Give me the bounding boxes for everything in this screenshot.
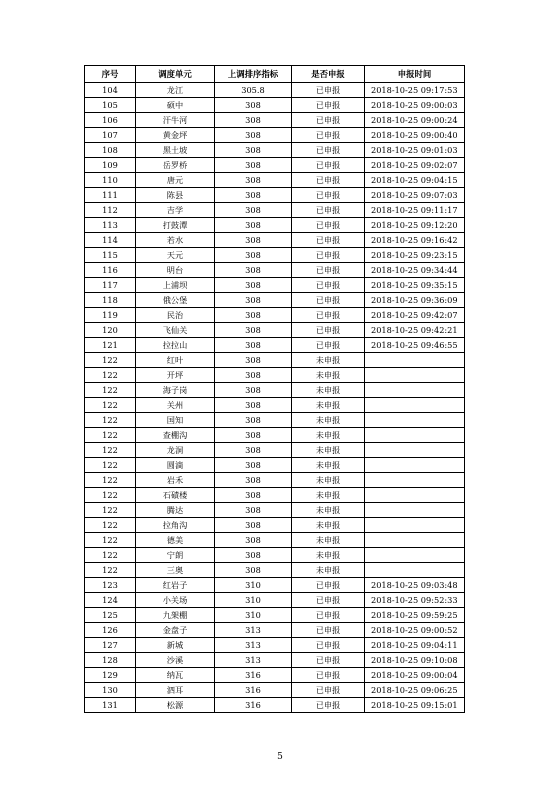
table-row bbox=[85, 518, 465, 533]
cell-declared: 已申报 bbox=[292, 338, 365, 353]
cell-declared: 未申报 bbox=[292, 398, 365, 413]
cell-declare-time bbox=[365, 458, 465, 473]
cell-ranking-index: 308 bbox=[215, 233, 292, 248]
cell-ranking-index: 308 bbox=[215, 533, 292, 548]
cell-serial: 122 bbox=[85, 398, 136, 413]
cell-dispatch-unit: 岩禾 bbox=[136, 473, 215, 488]
cell-declare-time: 2018-10-25 09:11:17 bbox=[365, 203, 465, 218]
cell-serial: 113 bbox=[85, 218, 136, 233]
header-declared: 是否申报 bbox=[292, 66, 365, 83]
cell-ranking-index: 310 bbox=[215, 593, 292, 608]
cell-dispatch-unit: 石磧楼 bbox=[136, 488, 215, 503]
cell-declared: 未申报 bbox=[292, 533, 365, 548]
table-row bbox=[85, 668, 465, 683]
cell-dispatch-unit: 龙江 bbox=[136, 83, 215, 98]
table-row bbox=[85, 323, 465, 338]
cell-declared: 已申报 bbox=[292, 248, 365, 263]
table-row bbox=[85, 308, 465, 323]
cell-declared: 未申报 bbox=[292, 563, 365, 578]
table-row bbox=[85, 683, 465, 698]
cell-declare-time: 2018-10-25 09:04:15 bbox=[365, 173, 465, 188]
cell-declared: 未申报 bbox=[292, 428, 365, 443]
cell-serial: 119 bbox=[85, 308, 136, 323]
cell-declare-time: 2018-10-25 09:00:24 bbox=[365, 113, 465, 128]
cell-dispatch-unit: 汗牛河 bbox=[136, 113, 215, 128]
cell-declare-time: 2018-10-25 09:04:11 bbox=[365, 638, 465, 653]
table-row bbox=[85, 578, 465, 593]
cell-declare-time bbox=[365, 443, 465, 458]
table-row bbox=[85, 443, 465, 458]
cell-ranking-index: 308 bbox=[215, 128, 292, 143]
table-row bbox=[85, 113, 465, 128]
cell-ranking-index: 308 bbox=[215, 473, 292, 488]
cell-ranking-index: 308 bbox=[215, 98, 292, 113]
cell-dispatch-unit: 圆滴 bbox=[136, 458, 215, 473]
table-row bbox=[85, 203, 465, 218]
cell-declared: 未申报 bbox=[292, 383, 365, 398]
cell-dispatch-unit: 俄公堡 bbox=[136, 293, 215, 308]
cell-declared: 已申报 bbox=[292, 683, 365, 698]
cell-declared: 已申报 bbox=[292, 203, 365, 218]
cell-declared: 已申报 bbox=[292, 593, 365, 608]
table-row bbox=[85, 488, 465, 503]
cell-ranking-index: 305.8 bbox=[215, 83, 292, 98]
header-ranking-index: 上调排序指标 bbox=[215, 66, 292, 83]
cell-declare-time: 2018-10-25 09:42:07 bbox=[365, 308, 465, 323]
cell-declared: 已申报 bbox=[292, 578, 365, 593]
cell-declared: 已申报 bbox=[292, 308, 365, 323]
cell-ranking-index: 308 bbox=[215, 428, 292, 443]
table-row bbox=[85, 368, 465, 383]
table-row bbox=[85, 248, 465, 263]
cell-declare-time bbox=[365, 398, 465, 413]
cell-declare-time: 2018-10-25 09:42:21 bbox=[365, 323, 465, 338]
cell-declared: 未申报 bbox=[292, 443, 365, 458]
cell-serial: 117 bbox=[85, 278, 136, 293]
cell-serial: 121 bbox=[85, 338, 136, 353]
table-row bbox=[85, 563, 465, 578]
cell-dispatch-unit: 若水 bbox=[136, 233, 215, 248]
table-row bbox=[85, 458, 465, 473]
cell-serial: 122 bbox=[85, 458, 136, 473]
cell-dispatch-unit: 黑土坡 bbox=[136, 143, 215, 158]
cell-declare-time bbox=[365, 353, 465, 368]
cell-declare-time bbox=[365, 548, 465, 563]
cell-declared: 已申报 bbox=[292, 173, 365, 188]
cell-serial: 107 bbox=[85, 128, 136, 143]
cell-ranking-index: 316 bbox=[215, 698, 292, 713]
table-row bbox=[85, 188, 465, 203]
cell-dispatch-unit: 唐元 bbox=[136, 173, 215, 188]
cell-declare-time: 2018-10-25 09:23:15 bbox=[365, 248, 465, 263]
cell-serial: 123 bbox=[85, 578, 136, 593]
cell-serial: 122 bbox=[85, 413, 136, 428]
table-row bbox=[85, 293, 465, 308]
cell-declare-time: 2018-10-25 09:59:25 bbox=[365, 608, 465, 623]
cell-declared: 已申报 bbox=[292, 158, 365, 173]
cell-declare-time bbox=[365, 503, 465, 518]
page-number: 5 bbox=[277, 752, 283, 762]
table-row bbox=[85, 503, 465, 518]
table-row bbox=[85, 158, 465, 173]
cell-declare-time: 2018-10-25 09:35:15 bbox=[365, 278, 465, 293]
cell-serial: 122 bbox=[85, 383, 136, 398]
cell-ranking-index: 308 bbox=[215, 248, 292, 263]
cell-dispatch-unit: 松源 bbox=[136, 698, 215, 713]
schedule-table bbox=[84, 65, 465, 713]
cell-dispatch-unit: 纳瓦 bbox=[136, 668, 215, 683]
cell-serial: 122 bbox=[85, 488, 136, 503]
table-row bbox=[85, 263, 465, 278]
cell-serial: 122 bbox=[85, 563, 136, 578]
cell-ranking-index: 308 bbox=[215, 173, 292, 188]
cell-ranking-index: 310 bbox=[215, 578, 292, 593]
cell-dispatch-unit: 九架棚 bbox=[136, 608, 215, 623]
cell-declare-time bbox=[365, 383, 465, 398]
cell-declare-time: 2018-10-25 09:36:09 bbox=[365, 293, 465, 308]
table-row bbox=[85, 278, 465, 293]
cell-declare-time: 2018-10-25 09:03:48 bbox=[365, 578, 465, 593]
cell-declare-time bbox=[365, 563, 465, 578]
cell-declared: 未申报 bbox=[292, 368, 365, 383]
cell-declare-time: 2018-10-25 09:16:42 bbox=[365, 233, 465, 248]
table-header-row bbox=[85, 66, 465, 83]
cell-ranking-index: 308 bbox=[215, 563, 292, 578]
cell-declared: 已申报 bbox=[292, 98, 365, 113]
table-row bbox=[85, 638, 465, 653]
cell-dispatch-unit: 国知 bbox=[136, 413, 215, 428]
cell-serial: 130 bbox=[85, 683, 136, 698]
cell-declare-time: 2018-10-25 09:00:04 bbox=[365, 668, 465, 683]
cell-declared: 已申报 bbox=[292, 653, 365, 668]
table-row bbox=[85, 98, 465, 113]
cell-declared: 未申报 bbox=[292, 458, 365, 473]
cell-declare-time bbox=[365, 368, 465, 383]
cell-declared: 未申报 bbox=[292, 413, 365, 428]
cell-declared: 已申报 bbox=[292, 608, 365, 623]
cell-declared: 未申报 bbox=[292, 518, 365, 533]
cell-serial: 108 bbox=[85, 143, 136, 158]
cell-ranking-index: 308 bbox=[215, 263, 292, 278]
cell-ranking-index: 308 bbox=[215, 308, 292, 323]
cell-serial: 114 bbox=[85, 233, 136, 248]
header-serial: 序号 bbox=[85, 66, 136, 83]
cell-ranking-index: 313 bbox=[215, 623, 292, 638]
cell-ranking-index: 308 bbox=[215, 503, 292, 518]
cell-ranking-index: 313 bbox=[215, 653, 292, 668]
schedule-table-container bbox=[84, 65, 464, 713]
cell-ranking-index: 308 bbox=[215, 458, 292, 473]
cell-ranking-index: 308 bbox=[215, 548, 292, 563]
cell-ranking-index: 308 bbox=[215, 158, 292, 173]
cell-ranking-index: 308 bbox=[215, 488, 292, 503]
cell-declared: 已申报 bbox=[292, 698, 365, 713]
cell-declare-time: 2018-10-25 09:34:44 bbox=[365, 263, 465, 278]
cell-ranking-index: 313 bbox=[215, 638, 292, 653]
cell-declared: 未申报 bbox=[292, 548, 365, 563]
cell-declare-time: 2018-10-25 09:12:20 bbox=[365, 218, 465, 233]
cell-declare-time bbox=[365, 488, 465, 503]
cell-declare-time: 2018-10-25 09:46:55 bbox=[365, 338, 465, 353]
cell-ranking-index: 308 bbox=[215, 293, 292, 308]
table-row bbox=[85, 338, 465, 353]
cell-declared: 已申报 bbox=[292, 293, 365, 308]
cell-serial: 122 bbox=[85, 533, 136, 548]
cell-ranking-index: 308 bbox=[215, 443, 292, 458]
cell-declare-time: 2018-10-25 09:07:03 bbox=[365, 188, 465, 203]
cell-ranking-index: 308 bbox=[215, 353, 292, 368]
cell-dispatch-unit: 三奥 bbox=[136, 563, 215, 578]
cell-declared: 未申报 bbox=[292, 473, 365, 488]
table-row bbox=[85, 218, 465, 233]
table-row bbox=[85, 428, 465, 443]
cell-ranking-index: 308 bbox=[215, 143, 292, 158]
cell-ranking-index: 308 bbox=[215, 323, 292, 338]
cell-dispatch-unit: 岳罗桥 bbox=[136, 158, 215, 173]
cell-serial: 122 bbox=[85, 548, 136, 563]
cell-serial: 112 bbox=[85, 203, 136, 218]
cell-declared: 已申报 bbox=[292, 218, 365, 233]
cell-dispatch-unit: 沙溪 bbox=[136, 653, 215, 668]
cell-declare-time bbox=[365, 413, 465, 428]
cell-serial: 129 bbox=[85, 668, 136, 683]
table-body bbox=[85, 83, 465, 713]
cell-declare-time bbox=[365, 518, 465, 533]
cell-ranking-index: 308 bbox=[215, 383, 292, 398]
cell-declared: 已申报 bbox=[292, 668, 365, 683]
header-declare-time: 申报时间 bbox=[365, 66, 465, 83]
cell-serial: 126 bbox=[85, 623, 136, 638]
table-row bbox=[85, 698, 465, 713]
cell-dispatch-unit: 新城 bbox=[136, 638, 215, 653]
cell-serial: 104 bbox=[85, 83, 136, 98]
cell-serial: 122 bbox=[85, 443, 136, 458]
cell-ranking-index: 308 bbox=[215, 368, 292, 383]
table-row bbox=[85, 548, 465, 563]
cell-declared: 已申报 bbox=[292, 323, 365, 338]
table-row bbox=[85, 383, 465, 398]
cell-dispatch-unit: 海子岗 bbox=[136, 383, 215, 398]
cell-dispatch-unit: 黄金坪 bbox=[136, 128, 215, 143]
cell-serial: 127 bbox=[85, 638, 136, 653]
cell-dispatch-unit: 拉拉山 bbox=[136, 338, 215, 353]
table-row bbox=[85, 398, 465, 413]
cell-ranking-index: 316 bbox=[215, 668, 292, 683]
cell-dispatch-unit: 红岩子 bbox=[136, 578, 215, 593]
cell-ranking-index: 308 bbox=[215, 113, 292, 128]
cell-declared: 已申报 bbox=[292, 638, 365, 653]
table-row bbox=[85, 653, 465, 668]
cell-serial: 120 bbox=[85, 323, 136, 338]
table-row bbox=[85, 413, 465, 428]
cell-dispatch-unit: 金盘子 bbox=[136, 623, 215, 638]
cell-dispatch-unit: 明台 bbox=[136, 263, 215, 278]
cell-ranking-index: 310 bbox=[215, 608, 292, 623]
table-row bbox=[85, 83, 465, 98]
cell-serial: 111 bbox=[85, 188, 136, 203]
cell-declared: 已申报 bbox=[292, 278, 365, 293]
cell-declare-time: 2018-10-25 09:01:03 bbox=[365, 143, 465, 158]
cell-declared: 已申报 bbox=[292, 143, 365, 158]
cell-dispatch-unit: 腾达 bbox=[136, 503, 215, 518]
cell-declared: 已申报 bbox=[292, 113, 365, 128]
cell-ranking-index: 308 bbox=[215, 218, 292, 233]
cell-serial: 122 bbox=[85, 503, 136, 518]
table-row bbox=[85, 608, 465, 623]
cell-dispatch-unit: 硕中 bbox=[136, 98, 215, 113]
cell-serial: 125 bbox=[85, 608, 136, 623]
table-row bbox=[85, 593, 465, 608]
cell-dispatch-unit: 陈县 bbox=[136, 188, 215, 203]
cell-dispatch-unit: 小关场 bbox=[136, 593, 215, 608]
cell-ranking-index: 308 bbox=[215, 398, 292, 413]
cell-declare-time bbox=[365, 428, 465, 443]
cell-ranking-index: 308 bbox=[215, 278, 292, 293]
cell-ranking-index: 316 bbox=[215, 683, 292, 698]
cell-dispatch-unit: 上浦坝 bbox=[136, 278, 215, 293]
cell-ranking-index: 308 bbox=[215, 188, 292, 203]
cell-dispatch-unit: 民治 bbox=[136, 308, 215, 323]
cell-ranking-index: 308 bbox=[215, 203, 292, 218]
cell-declared: 已申报 bbox=[292, 263, 365, 278]
cell-serial: 115 bbox=[85, 248, 136, 263]
cell-dispatch-unit: 关州 bbox=[136, 398, 215, 413]
cell-serial: 122 bbox=[85, 368, 136, 383]
cell-declare-time: 2018-10-25 09:10:08 bbox=[365, 653, 465, 668]
cell-declare-time bbox=[365, 473, 465, 488]
cell-declared: 未申报 bbox=[292, 353, 365, 368]
cell-serial: 128 bbox=[85, 653, 136, 668]
cell-serial: 116 bbox=[85, 263, 136, 278]
cell-declare-time: 2018-10-25 09:02:07 bbox=[365, 158, 465, 173]
cell-dispatch-unit: 德美 bbox=[136, 533, 215, 548]
cell-dispatch-unit: 查棚沟 bbox=[136, 428, 215, 443]
cell-declared: 未申报 bbox=[292, 503, 365, 518]
cell-serial: 122 bbox=[85, 353, 136, 368]
cell-dispatch-unit: 龙洞 bbox=[136, 443, 215, 458]
cell-declare-time: 2018-10-25 09:06:25 bbox=[365, 683, 465, 698]
cell-serial: 109 bbox=[85, 158, 136, 173]
table-row bbox=[85, 533, 465, 548]
table-row bbox=[85, 623, 465, 638]
cell-declared: 已申报 bbox=[292, 233, 365, 248]
cell-dispatch-unit: 宁朗 bbox=[136, 548, 215, 563]
table-row bbox=[85, 143, 465, 158]
cell-serial: 122 bbox=[85, 473, 136, 488]
table-row bbox=[85, 473, 465, 488]
cell-declare-time: 2018-10-25 09:00:52 bbox=[365, 623, 465, 638]
cell-declared: 已申报 bbox=[292, 623, 365, 638]
cell-declare-time: 2018-10-25 09:52:33 bbox=[365, 593, 465, 608]
cell-declared: 已申报 bbox=[292, 188, 365, 203]
cell-serial: 110 bbox=[85, 173, 136, 188]
cell-serial: 131 bbox=[85, 698, 136, 713]
cell-declare-time bbox=[365, 533, 465, 548]
cell-declare-time: 2018-10-25 09:00:03 bbox=[365, 98, 465, 113]
table-row bbox=[85, 353, 465, 368]
cell-dispatch-unit: 红叶 bbox=[136, 353, 215, 368]
cell-declared: 已申报 bbox=[292, 83, 365, 98]
cell-dispatch-unit: 打鼓潭 bbox=[136, 218, 215, 233]
cell-ranking-index: 308 bbox=[215, 413, 292, 428]
cell-serial: 122 bbox=[85, 428, 136, 443]
header-dispatch-unit: 调度单元 bbox=[136, 66, 215, 83]
cell-declare-time: 2018-10-25 09:15:01 bbox=[365, 698, 465, 713]
cell-serial: 106 bbox=[85, 113, 136, 128]
cell-dispatch-unit: 拉角沟 bbox=[136, 518, 215, 533]
table-row bbox=[85, 173, 465, 188]
cell-serial: 105 bbox=[85, 98, 136, 113]
cell-serial: 118 bbox=[85, 293, 136, 308]
cell-dispatch-unit: 天元 bbox=[136, 248, 215, 263]
table-row bbox=[85, 233, 465, 248]
cell-declare-time: 2018-10-25 09:17:53 bbox=[365, 83, 465, 98]
cell-ranking-index: 308 bbox=[215, 518, 292, 533]
table-row bbox=[85, 128, 465, 143]
cell-declared: 已申报 bbox=[292, 128, 365, 143]
cell-dispatch-unit: 泗耳 bbox=[136, 683, 215, 698]
cell-dispatch-unit: 飞仙关 bbox=[136, 323, 215, 338]
cell-ranking-index: 308 bbox=[215, 338, 292, 353]
cell-dispatch-unit: 开坪 bbox=[136, 368, 215, 383]
cell-dispatch-unit: 吉学 bbox=[136, 203, 215, 218]
cell-serial: 122 bbox=[85, 518, 136, 533]
cell-serial: 124 bbox=[85, 593, 136, 608]
cell-declare-time: 2018-10-25 09:00:40 bbox=[365, 128, 465, 143]
cell-declared: 未申报 bbox=[292, 488, 365, 503]
